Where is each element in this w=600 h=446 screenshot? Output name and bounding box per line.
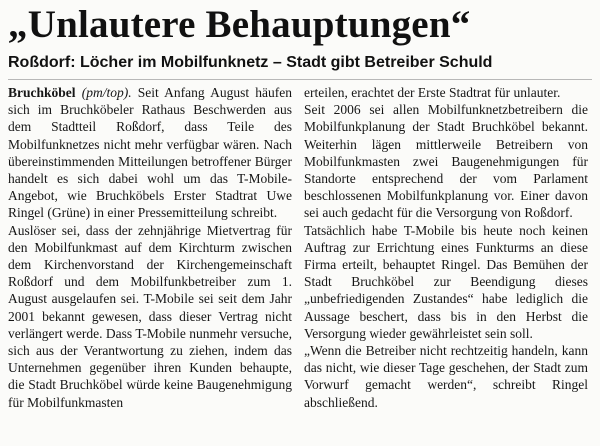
body-paragraph-3: Seit 2006 sei allen Mobilfunknetzbetreibern die Mobilfunkplanung der Stadt Bruchköbel bekannt. Weiterhin lägen mittlerweile Betreibern von Mobilfunkmasten zwei Baugenehmigungen für Standorte entsprechend der vom Parlament beschlossenen Mobilfunkplanung vor. Einer davon sei auch gedacht für die Versorgung von Roßdorf. bbox=[304, 102, 588, 221]
body-paragraph-2-continued: erteilen, erachtet der Erste Stadtrat für unlauter. bbox=[304, 85, 561, 100]
body-paragraph-2: Auslöser sei, dass der zehnjährige Mietvertrag für den Mobilfunkmast auf dem Kirchturm zwischen dem Kirchenvorstand der Kirchengemeinschaft Roßdorf und dem Mobilfunkbetreiber zum 1. August ausgelaufen sei. T-Mobile sei seit dem Jahr 2001 bekannt gewesen, dass dieser Vertrag nicht verlängert werde. Dass T-Mobile nunmehr versuche, sich aus der Verantwortung zu ziehen, indem das Unternehmen gegenüber ihren Kunden behaupte, die Stadt Bruchköbel würde keine Baugenehmigung für Mobilfunkmasten bbox=[8, 222, 292, 410]
lead-text: Seit Anfang August häufen sich im Bruchköbeler Rathaus Beschwerden aus dem Stadtteil Roßdorf, dass Teile des Mobilfunknetzes nicht mehr verfügbar wären. Nach übereinstimmenden Mitteilungen betroffener Bürger handelt es sich dabei wohl um das T-Mobile-Angebot, wie Bruchköbels Erster Stadtrat Uwe Ringel (Grüne) in einer Pressemitteilung schreibt. bbox=[8, 85, 292, 221]
lead-paragraph bbox=[8, 84, 292, 222]
article-subheadline: Roßdorf: Löcher im Mobilfunknetz – Stadt gibt Betreiber Schuld bbox=[8, 54, 493, 71]
byline: (pm/top). bbox=[81, 85, 132, 100]
header-divider bbox=[8, 79, 592, 80]
article-headline: „Unlautere Behauptungen“ bbox=[8, 3, 471, 46]
body-paragraph-5: „Wenn die Betreiber nicht rechtzeitig handeln, kann das nicht, wie dieser Tage geschehen, der Stadt zum Vorwurf gemacht werden“, schreibt Ringel abschließend. bbox=[304, 343, 588, 410]
article-column-right bbox=[304, 84, 588, 446]
dateline: Bruchköbel bbox=[8, 85, 76, 100]
article-column-left bbox=[8, 84, 292, 446]
body-paragraph-4: Tatsächlich habe T-Mobile bis heute noch keinen Auftrag zur Errichtung eines Funkturms an diese Firma erteilt, behauptet Ringel. Das Bemühen der Stadt Bruchköbel zur Beendigung dieses „unbefriedigenden Zustandes“ habe lediglich die Aussage beschert, dass bis in den Herbst die Versorgung wieder gewährleistet sein soll. bbox=[304, 222, 588, 341]
